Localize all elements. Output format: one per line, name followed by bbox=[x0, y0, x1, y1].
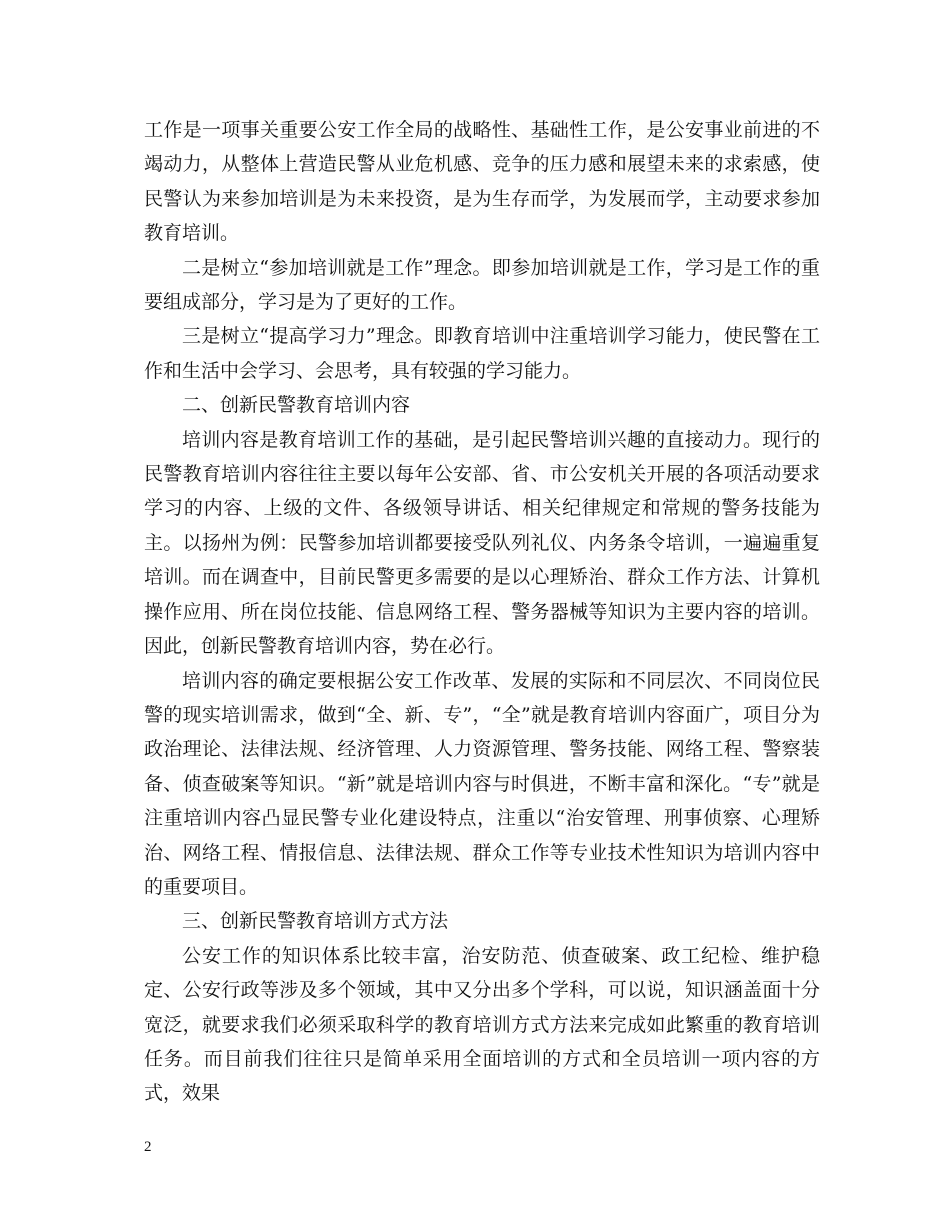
section-heading: 三、创新民警教育培训方式方法 bbox=[182, 910, 449, 933]
document-body bbox=[144, 113, 820, 1111]
paragraph: 培训内容的确定要根据公安工作改革、发展的实际和不同层次、不同岗位民警的现实培训需求，做到“全、新、专”，“全”就是教育培训内容面广，项目分为政治理论、法律法规、经济管理、人力资源管理、警务技能、网络工程、警察装备、侦查破案等知识。“新”就是培训内容与时俱进，不断丰富和深化。“专”就是注重培训内容凸显民警专业化建设特点，注重以“治安管理、刑事侦察、心理矫治、网络工程、情报信息、法律法规、群众工作等专业技术性知识为培训内容中的重要项目。 bbox=[144, 669, 820, 898]
paragraph: 工作是一项事关重要公安工作全局的战略性、基础性工作，是公安事业前进的不竭动力，从整体上营造民警从业危机感、竞争的压力感和展望未来的求索感，使民警认为来参加培训是为未来投资，是为生存而学，为发展而学，主动要求参加教育培训。 bbox=[144, 119, 820, 245]
page-number: 2 bbox=[144, 1139, 152, 1155]
section-heading: 二、创新民警教育培训内容 bbox=[182, 394, 411, 417]
paragraph: 公安工作的知识体系比较丰富，治安防范、侦查破案、政工纪检、维护稳定、公安行政等涉及多个领域，其中又分出多个学科，可以说，知识涵盖面十分宽泛，就要求我们必须采取科学的教育培训方式方法来完成如此繁重的教育培训任务。而目前我们往往只是简单采用全面培训的方式和全员培训一项内容的方式，效果 bbox=[144, 944, 820, 1105]
paragraph: 二是树立“参加培训就是工作”理念。即参加培训就是工作，学习是工作的重要组成部分，学习是为了更好的工作。 bbox=[144, 256, 820, 314]
paragraph: 三是树立“提高学习力”理念。即教育培训中注重培训学习能力，使民警在工作和生活中会学习、会思考，具有较强的学习能力。 bbox=[144, 325, 820, 382]
paragraph: 培训内容是教育培训工作的基础，是引起民警培训兴趣的直接动力。现行的民警教育培训内容往往主要以每年公安部、省、市公安机关开展的各项活动要求学习的内容、上级的文件、各级领导讲话、相关纪律规定和常规的警务技能为主。以扬州为例：民警参加培训都要接受队列礼仪、内务条令培训，一遍遍重复培训。而在调查中，目前民警更多需要的是以心理矫治、群众工作方法、计算机操作应用、所在岗位技能、信息网络工程、警务器械等知识为主要内容的培训。因此，创新民警教育培训内容，势在必行。 bbox=[144, 428, 820, 658]
